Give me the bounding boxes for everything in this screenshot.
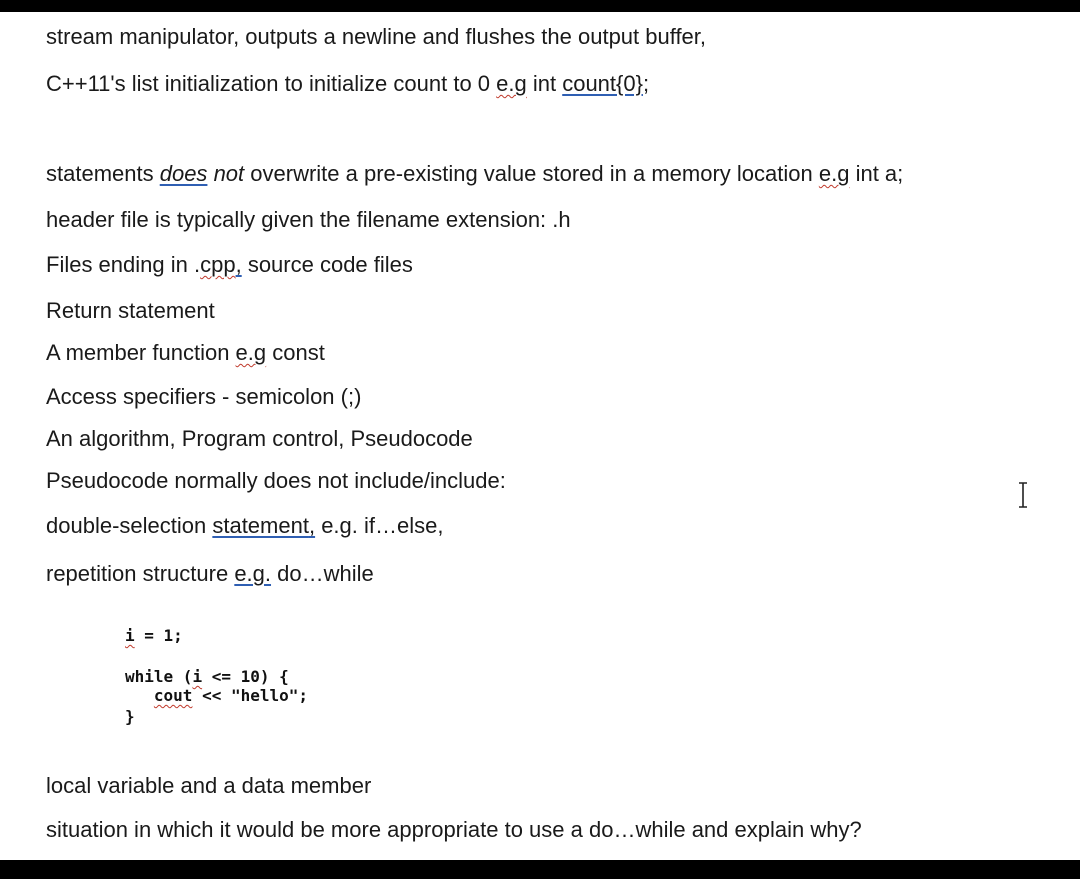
spelling-flag-eg: e.g [496, 71, 527, 96]
spelling-flag-i: i [125, 626, 135, 645]
text-member-function: A member function [46, 340, 236, 365]
text-do-while: do…while [271, 561, 374, 586]
grammar-flag-eg: e.g. [234, 561, 272, 586]
text-line-situation [46, 819, 862, 841]
grammar-flag-statement: statement [212, 513, 309, 538]
text-source-code-files: source code files [241, 252, 413, 277]
text-const: const [266, 340, 325, 365]
code-assign: = 1; [134, 626, 183, 645]
text-line-pseudocode [46, 470, 506, 492]
text-list-init: C++11's list initialization to initialize count to 0 [46, 71, 497, 96]
text-access-specifiers: Access specifiers - semicolon (;) [46, 384, 362, 409]
text-files-ending: Files ending in . [46, 252, 201, 277]
grammar-flag-does: does [159, 161, 208, 186]
code-while-keyword: while ( [125, 667, 193, 686]
code-output: << "hello"; [192, 686, 309, 705]
text-line-double-selection [46, 515, 443, 537]
text-overwrite: overwrite a pre-existing value stored in a memory location [244, 161, 819, 186]
spelling-flag-eg: e.g [235, 340, 267, 365]
text-local-variable: local variable and a data member [46, 773, 372, 798]
code-line-while [125, 669, 289, 685]
text-int: int [526, 71, 563, 96]
code-indent [125, 686, 154, 705]
text-line-return-statement [46, 300, 215, 322]
text-cursor-icon [1016, 482, 1030, 508]
code-line-assign [125, 628, 183, 644]
grammar-flag-comma: , [308, 513, 316, 538]
code-condition: <= 10) { [202, 667, 289, 686]
text-stream-manipulator: stream manipulator, outputs a newline and flushes the output buffer, [46, 24, 707, 49]
text-line-header-file [46, 209, 571, 231]
text-if-else: e.g. if…else, [315, 513, 444, 538]
spelling-flag-i: i [192, 667, 203, 686]
spelling-flag-cout: cout [153, 686, 193, 705]
text-line-statements [46, 163, 903, 185]
text-line-access-specifiers [46, 386, 361, 408]
grammar-flag-count: count{0} [562, 71, 643, 96]
text-pseudocode: Pseudocode normally does not include/include: [46, 468, 506, 493]
text-repetition: repetition structure [46, 561, 235, 586]
code-line-cout [125, 688, 308, 704]
spelling-flag-eg: e.g [818, 161, 850, 186]
text-line-repetition [46, 563, 374, 585]
text-line-files-ending [46, 254, 413, 276]
text-line-stream-manipulator [46, 26, 706, 48]
text-line-algorithm [46, 428, 473, 450]
text-line-member-function [46, 342, 325, 364]
text-situation: situation in which it would be more appropriate to use a do…while and explain why? [46, 817, 862, 842]
text-statements: statements [46, 161, 160, 186]
text-header-file: header file is typically given the filename extension: .h [46, 207, 571, 232]
document-page[interactable] [0, 12, 1080, 860]
text-line-local-variable [46, 775, 371, 797]
spelling-flag-cpp: cpp [200, 252, 236, 277]
code-close-brace: } [125, 707, 135, 726]
text-algorithm: An algorithm, Program control, Pseudocode [46, 426, 473, 451]
text-int-a: int a; [849, 161, 904, 186]
text-double-selection: double-selection [46, 513, 213, 538]
text-return-statement: Return statement [46, 298, 215, 323]
code-line-close-brace [125, 709, 135, 725]
text-semicolon: ; [642, 71, 650, 96]
text-line-list-initialization [46, 73, 649, 95]
grammar-flag-comma: , [235, 252, 242, 277]
text-not-italic: not [213, 161, 245, 186]
